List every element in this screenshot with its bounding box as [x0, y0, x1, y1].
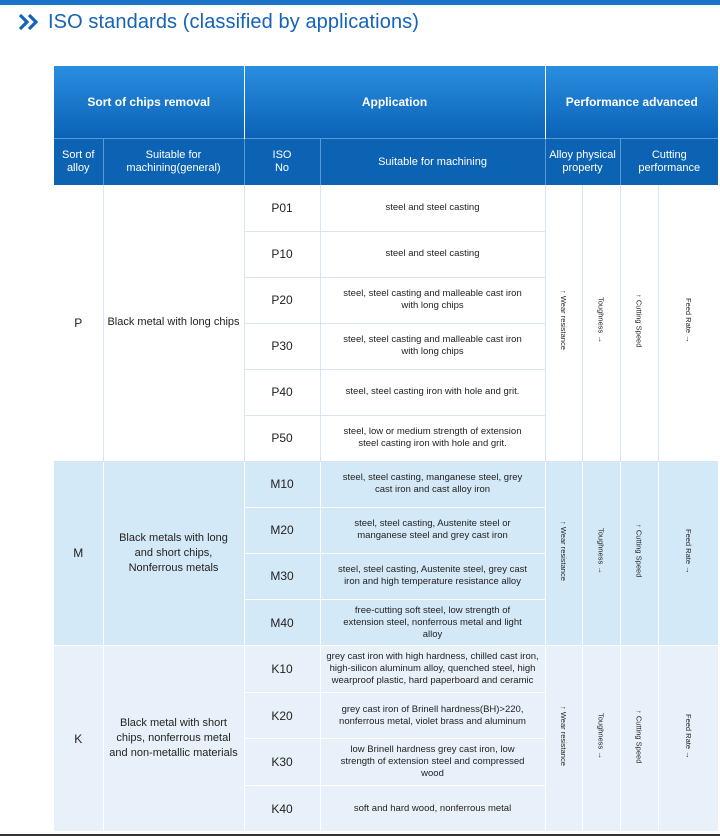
general-suitability-cell: Black metals with long and short chips, Nonferrous metals — [103, 461, 244, 646]
cutting-speed-cell — [620, 185, 658, 461]
cutting-speed-cell — [620, 646, 658, 832]
wear-resistance-label: ↑ Wear resistance — [559, 290, 569, 351]
toughness-label: Toughness → — [596, 713, 606, 760]
table-row — [54, 461, 718, 507]
iso-number-cell: K20 — [244, 692, 320, 739]
header-suitable-for-machining: Suitable for machining — [320, 139, 545, 186]
general-suitability-cell: Black metal with short chips, nonferrous metal and non-metallic materials — [103, 646, 244, 832]
header-cutting-performance: Cutting performance — [620, 139, 718, 186]
header-performance-advanced: Performance advanced — [545, 66, 718, 139]
header-sort-of-chips-removal: Sort of chips removal — [54, 66, 244, 139]
feed-rate-label: Feed Rate → — [683, 713, 693, 759]
wear-resistance-label: ↑ Wear resistance — [559, 520, 569, 581]
toughness-cell — [582, 461, 620, 646]
header-suitable-general: Suitable for machining(general) — [103, 139, 244, 186]
iso-number-cell: P40 — [244, 369, 320, 415]
toughness-cell — [582, 646, 620, 832]
iso-number-cell: P50 — [244, 415, 320, 461]
machining-cell: soft and hard wood, nonferrous metal — [320, 785, 545, 832]
feed-rate-cell — [658, 461, 718, 646]
iso-number-cell: K10 — [244, 646, 320, 693]
iso-number-cell: K40 — [244, 785, 320, 832]
iso-number-cell: M30 — [244, 553, 320, 599]
machining-cell: low Brinell hardness grey cast iron, low strength of extension steel and compressed wood — [320, 739, 545, 786]
cutting-speed-label: ↑ Cutting Speed — [634, 709, 644, 763]
iso-standards-table — [54, 66, 718, 832]
iso-number-cell: P01 — [244, 185, 320, 231]
header-sort-of-alloy: Sort of alloy — [54, 139, 103, 186]
wear-resistance-label: ↑ Wear resistance — [559, 706, 569, 767]
iso-number-cell: M10 — [244, 461, 320, 507]
wear-resistance-cell — [545, 646, 582, 832]
machining-cell: steel and steel casting — [320, 231, 545, 277]
page-title-text: ISO standards (classified by applications) — [48, 10, 420, 33]
machining-cell: steel, low or medium strength of extension steel casting iron with hole and grit. — [320, 415, 545, 461]
machining-cell: steel, steel casting, Austenite steel, grey cast iron and high temperature resistance alloy — [320, 553, 545, 599]
machining-cell: steel, steel casting, manganese steel, grey cast iron and cast alloy iron — [320, 461, 545, 507]
header-application: Application — [244, 66, 545, 139]
cutting-speed-label: ↑ Cutting Speed — [634, 524, 644, 578]
machining-cell: steel and steel casting — [320, 185, 545, 231]
iso-number-cell: K30 — [244, 739, 320, 786]
table-row — [54, 646, 718, 693]
iso-number-cell: M20 — [244, 507, 320, 553]
cutting-speed-label: ↑ Cutting Speed — [634, 293, 644, 347]
table-body — [54, 185, 718, 832]
top-accent-bar — [0, 0, 720, 5]
feed-rate-cell — [658, 185, 718, 461]
iso-number-cell: P30 — [244, 323, 320, 369]
feed-rate-label: Feed Rate → — [683, 297, 693, 343]
alloy-sort-cell: M — [54, 461, 103, 646]
wear-resistance-cell — [545, 461, 582, 646]
machining-cell: steel, steel casting iron with hole and grit. — [320, 369, 545, 415]
machining-cell: steel, steel casting and malleable cast iron with long chips — [320, 323, 545, 369]
bottom-divider — [0, 834, 720, 836]
feed-rate-label: Feed Rate → — [683, 528, 693, 574]
toughness-label: Toughness → — [596, 297, 606, 344]
toughness-cell — [582, 185, 620, 461]
page-title — [18, 6, 419, 38]
general-suitability-cell: Black metal with long chips — [103, 185, 244, 461]
machining-cell: grey cast iron of Brinell hardness(BH)>220, nonferrous metal, violet brass and aluminum — [320, 692, 545, 739]
alloy-sort-cell: K — [54, 646, 103, 832]
alloy-sort-cell: P — [54, 185, 103, 461]
machining-cell: steel, steel casting, Austenite steel or manganese steel and grey cast iron — [320, 507, 545, 553]
wear-resistance-cell — [545, 185, 582, 461]
table-row — [54, 185, 718, 231]
machining-cell: free-cutting soft steel, low strength of extension steel, nonferrous metal and light alloy — [320, 600, 545, 646]
toughness-label: Toughness → — [596, 527, 606, 574]
machining-cell: steel, steel casting and malleable cast iron with long chips — [320, 277, 545, 323]
feed-rate-cell — [658, 646, 718, 832]
iso-number-cell: P20 — [244, 277, 320, 323]
iso-number-cell: M40 — [244, 600, 320, 646]
cutting-speed-cell — [620, 461, 658, 646]
double-chevron-right-icon — [18, 13, 40, 31]
iso-number-cell: P10 — [244, 231, 320, 277]
machining-cell: grey cast iron with high hardness, chilled cast iron, high-silicon aluminum alloy, quenched steel, high wearproof plastic, hard paperboard and ceramic — [320, 646, 545, 693]
header-iso-no: ISO No — [244, 139, 320, 186]
header-alloy-physical-property: Alloy physical property — [545, 139, 620, 186]
